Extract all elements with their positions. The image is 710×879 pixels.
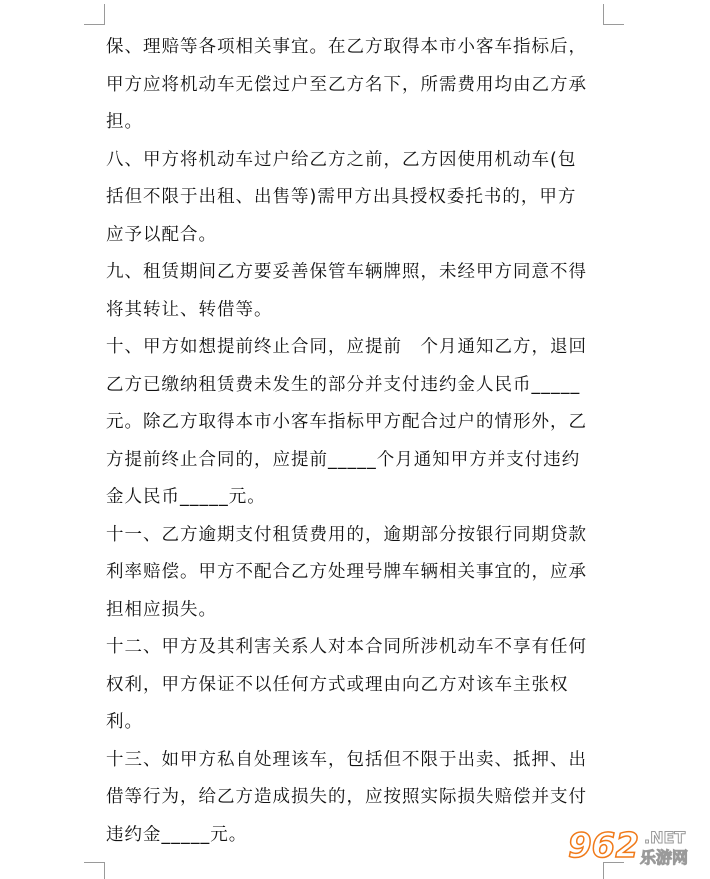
text-line: 担相应损失。	[106, 599, 217, 620]
paragraph-clause-11	[106, 517, 606, 630]
text-line: 将其转让、转借等。	[106, 299, 273, 320]
text-line: 十二、甲方及其利害关系人对本合同所涉机动车不享有任何	[106, 637, 587, 657]
text-line: 权利，甲方保证不以任何方式或理由向乙方对该车主张权	[106, 674, 569, 695]
paragraph-continuation	[106, 29, 606, 142]
watermark-domain: .NET	[644, 828, 686, 847]
text-line: 十三、如甲方私自处理该车，包括但不限于出卖、抵押、出	[106, 749, 587, 770]
text-line: 利率赔偿。甲方不配合乙方处理号牌车辆相关事宜的，应承	[106, 562, 587, 582]
crop-mark-top-left	[84, 4, 105, 25]
paragraph-clause-9	[106, 254, 606, 329]
text-line: 元。除乙方取得本市小客车指标甲方配合过户的情形外，乙	[106, 412, 587, 432]
text-line: 借等行为，给乙方造成损失的，应按照实际损失赔偿并支付	[106, 787, 587, 807]
watermark-site-name: 乐游网	[640, 848, 689, 867]
text-line: 担。	[106, 112, 143, 132]
text-line: 括但不限于出租、出售等)需甲方出具授权委托书的，甲方	[106, 187, 577, 207]
paragraph-clause-13	[106, 742, 606, 855]
crop-mark-bottom-left	[84, 862, 105, 879]
document-body[interactable]	[106, 29, 606, 854]
text-line: 八、甲方将机动车过户给乙方之前，乙方因使用机动车(包	[106, 149, 577, 170]
text-line: 九、租赁期间乙方要妥善保管车辆牌照，未经甲方同意不得	[106, 262, 587, 282]
text-line: 十、甲方如想提前终止合同，应提前 个月通知乙方，退回	[106, 337, 587, 357]
text-line: 违约金_____元。	[106, 824, 248, 845]
paragraph-clause-12	[106, 629, 606, 742]
text-line: 十一、乙方逾期支付租赁费用的，逾期部分按银行同期贷款	[106, 524, 587, 545]
text-line: 方提前终止合同的，应提前_____个月通知甲方并支付违约	[106, 449, 581, 470]
paragraph-clause-8	[106, 142, 606, 255]
text-line: 应予以配合。	[106, 224, 217, 245]
text-line: 金人民币_____元。	[106, 487, 266, 507]
text-line: 利。	[106, 712, 143, 732]
text-line: 乙方已缴纳租赁费未发生的部分并支付违约金人民币_____	[106, 374, 581, 395]
crop-mark-top-right	[603, 4, 624, 25]
text-line: 保、理赔等各项相关事宜。在乙方取得本市小客车指标后，	[106, 37, 587, 57]
site-watermark-logo	[566, 827, 706, 873]
text-line: 甲方应将机动车无偿过户至乙方名下，所需费用均由乙方承	[106, 74, 587, 95]
watermark-number: 962	[568, 826, 639, 866]
paragraph-clause-10	[106, 329, 606, 517]
